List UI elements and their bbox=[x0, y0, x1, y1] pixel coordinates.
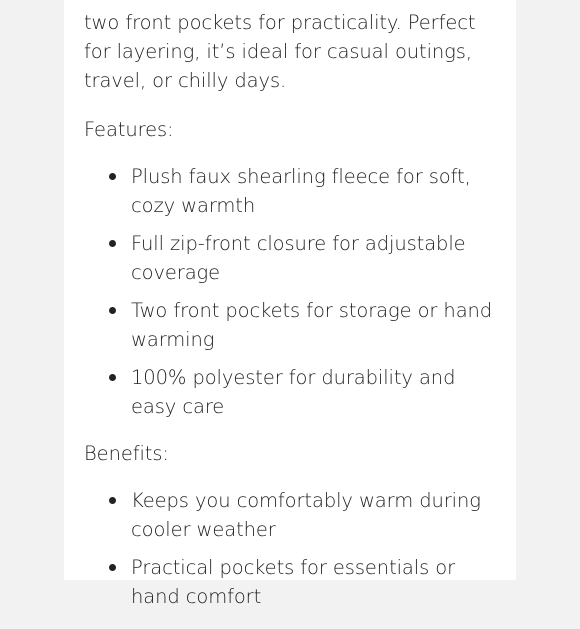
benefits-list bbox=[84, 486, 504, 611]
feature-text: 100% polyester for durability and easy care bbox=[131, 366, 456, 418]
list-item bbox=[84, 486, 504, 544]
product-description-panel bbox=[64, 0, 516, 608]
benefit-text: Practical pockets for essentials or hand comfort bbox=[131, 556, 456, 608]
list-item bbox=[84, 553, 504, 611]
benefit-text: Keeps you comfortably warm during cooler weather bbox=[131, 489, 481, 541]
bullet-icon bbox=[109, 240, 116, 247]
bullet-icon bbox=[109, 564, 116, 571]
feature-text: Full zip-front closure for adjustable coverage bbox=[131, 232, 466, 284]
bullet-icon bbox=[109, 374, 116, 381]
benefits-heading: Benefits: bbox=[84, 442, 169, 465]
bullet-icon bbox=[109, 307, 116, 314]
features-list bbox=[84, 162, 504, 421]
features-heading: Features: bbox=[84, 118, 174, 141]
description-content bbox=[84, 8, 504, 629]
list-item bbox=[84, 363, 504, 421]
feature-text: Two front pockets for storage or hand warming bbox=[131, 299, 493, 351]
bullet-icon bbox=[109, 497, 116, 504]
feature-text: Plush faux shearling fleece for soft, cozy warmth bbox=[131, 165, 471, 217]
description-intro: two front pockets for practicality. Perfect for layering, it’s ideal for casual outings, travel, or chilly days. bbox=[84, 11, 476, 92]
list-item bbox=[84, 162, 504, 220]
list-item bbox=[84, 229, 504, 287]
list-item bbox=[84, 296, 504, 354]
bullet-icon bbox=[109, 173, 116, 180]
